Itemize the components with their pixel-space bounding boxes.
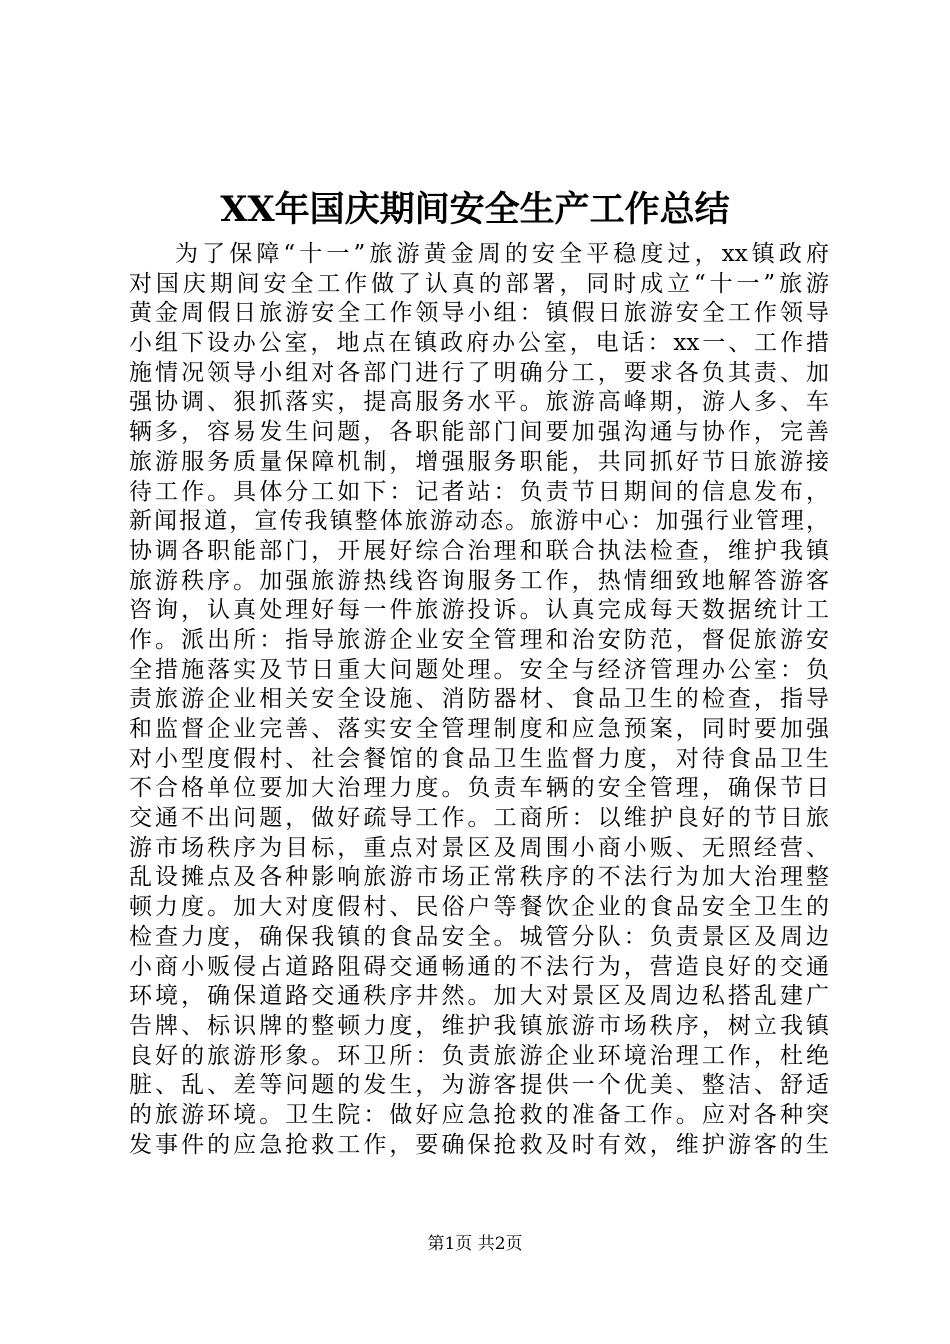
body-line: 旅游秩序。加强旅游热线咨询服务工作，热情细致地解答游客	[129, 567, 829, 594]
body-line: 环境，确保道路交通秩序井然。加大对景区及周边私搭乱建广	[129, 983, 829, 1010]
body-line: 强协调、狠抓落实，提高服务水平。旅游高峰期，游人多、车	[129, 389, 829, 416]
document-title: XX年国庆期间安全生产工作总结	[220, 189, 730, 230]
body-line: 黄金周假日旅游安全工作领导小组：镇假日旅游安全工作领导	[129, 300, 829, 327]
body-line: 游市场秩序为目标，重点对景区及周围小商小贩、无照经营、	[129, 834, 829, 861]
body-line: 旅游服务质量保障机制，增强服务职能，共同抓好节日旅游接	[129, 448, 829, 475]
page-footer: 第1页 共2页	[427, 1234, 523, 1254]
body-line: 脏、乱、差等问题的发生，为游客提供一个优美、整洁、舒适	[129, 1072, 829, 1099]
body-line: 对小型度假村、社会餐馆的食品卫生监督力度，对待食品卫生	[129, 745, 829, 772]
document-body	[129, 240, 829, 1160]
body-line: 新闻报道，宣传我镇整体旅游动态。旅游中心：加强行业管理，	[129, 508, 829, 535]
body-line: 检查力度，确保我镇的食品安全。城管分队：负责景区及周边	[129, 923, 829, 950]
body-line: 协调各职能部门，开展好综合治理和联合执法检查，维护我镇	[129, 537, 829, 564]
body-line: 和监督企业完善、落实安全管理制度和应急预案，同时要加强	[129, 716, 829, 742]
body-line: 全措施落实及节日重大问题处理。安全与经济管理办公室：负	[129, 656, 829, 683]
body-line: 乱设摊点及各种影响旅游市场正常秩序的不法行为加大治理整	[129, 864, 829, 891]
body-line: 咨询，认真处理好每一件旅游投诉。认真完成每天数据统计工	[129, 597, 829, 624]
body-line: 小商小贩侵占道路阻碍交通畅通的不法行为，营造良好的交通	[129, 953, 829, 980]
body-line: 施情况领导小组对各部门进行了明确分工，要求各负其责、加	[129, 359, 829, 386]
body-line: 辆多，容易发生问题，各职能部门间要加强沟通与协作，完善	[129, 419, 829, 446]
body-line: 发事件的应急抢救工作，要确保抢救及时有效，维护游客的生	[129, 1131, 829, 1158]
body-line: 为了保障“十一”旅游黄金周的安全平稳度过，xx镇政府	[175, 241, 829, 267]
body-line: 不合格单位要加大治理力度。负责车辆的安全管理，确保节日	[129, 775, 829, 802]
body-line: 责旅游企业相关安全设施、消防器材、食品卫生的检查，指导	[129, 686, 829, 713]
body-line: 作。派出所：指导旅游企业安全管理和治安防范，督促旅游安	[129, 626, 829, 653]
body-line: 交通不出问题，做好疏导工作。工商所：以维护良好的节日旅	[129, 805, 829, 832]
body-line: 良好的旅游形象。环卫所：负责旅游企业环境治理工作，杜绝	[129, 1042, 829, 1069]
body-line: 待工作。具体分工如下：记者站：负责节日期间的信息发布，	[129, 478, 829, 505]
body-line: 告牌、标识牌的整顿力度，维护我镇旅游市场秩序，树立我镇	[129, 1012, 829, 1039]
body-line: 小组下设办公室，地点在镇政府办公室，电话：xx一、工作措	[129, 330, 829, 357]
body-line: 顿力度。加大对度假村、民俗户等餐饮企业的食品安全卫生的	[129, 894, 829, 921]
body-line: 对国庆期间安全工作做了认真的部署，同时成立“十一”旅游	[129, 270, 829, 297]
body-line: 的旅游环境。卫生院：做好应急抢救的准备工作。应对各种突	[129, 1101, 829, 1128]
